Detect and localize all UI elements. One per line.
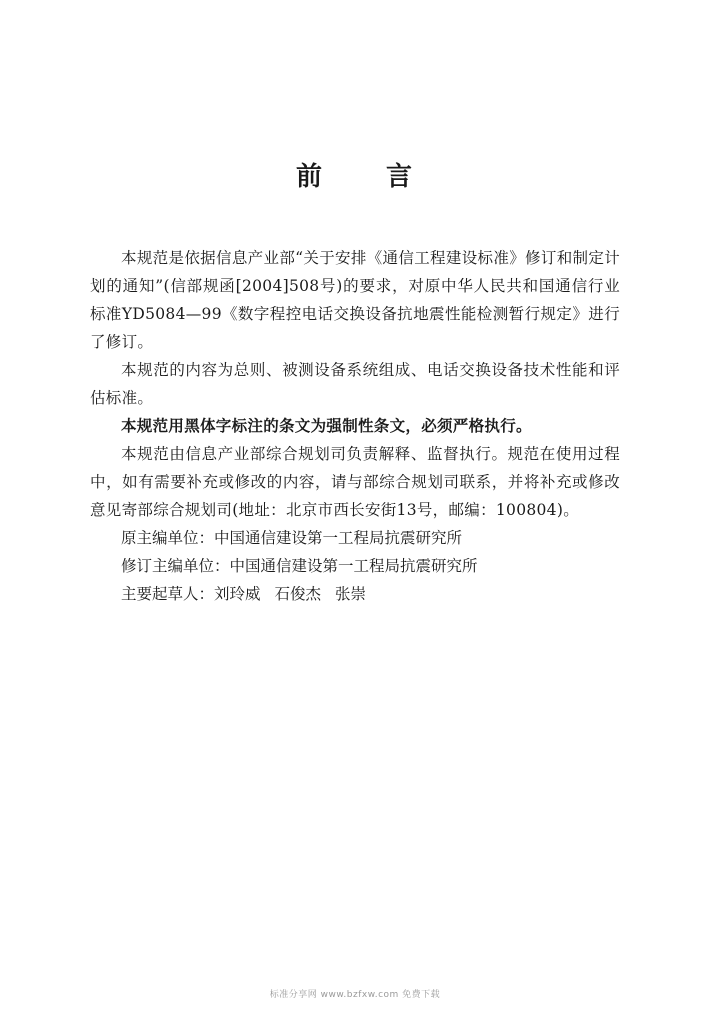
- watermark-footer: 标准分享网 www.bzfxw.com 免费下载: [269, 990, 441, 1000]
- paragraph-basis: 本规范是依据信息产业部“关于安排《通信工程建设标准》修订和制定计划的通知”(信部规函[2004]508号)的要求，对原中华人民共和国通信行业标准YD5084—99《数字程控电话交换设备抗地震性能检测暂行规定》进行了修订。: [90, 249, 620, 351]
- page-title: [0, 156, 710, 193]
- drafter-name: 刘玲威: [214, 585, 261, 603]
- drafter-name: 石俊杰: [274, 585, 322, 603]
- drafters-label: 主要起草人：: [121, 585, 215, 603]
- paragraph-mandatory: 本规范用黑体字标注的条文为强制性条文，必须严格执行。: [121, 417, 532, 435]
- paragraph-content: 本规范的内容为总则、被测设备系统组成、电话交换设备技术性能和评估标准。: [90, 361, 620, 407]
- revision-chief-unit: 修订主编单位：中国通信建设第一工程局抗震研究所: [121, 557, 478, 575]
- paragraph-interpretation: 本规范由信息产业部综合规划司负责解释、监督执行。规范在使用过程中，如有需要补充或修改的内容，请与部综合规划司联系，并将补充或修改意见寄部综合规划司(地址：北京市西长安街13号，邮编：100804)。: [90, 445, 620, 519]
- title-char-first: 前: [295, 162, 324, 192]
- main-drafters: [90, 580, 620, 608]
- preface-body: [90, 244, 620, 608]
- original-chief-unit: 原主编单位：中国通信建设第一工程局抗震研究所: [121, 529, 463, 547]
- title-char-second: 言: [386, 162, 415, 192]
- drafter-name: 张崇: [335, 585, 367, 603]
